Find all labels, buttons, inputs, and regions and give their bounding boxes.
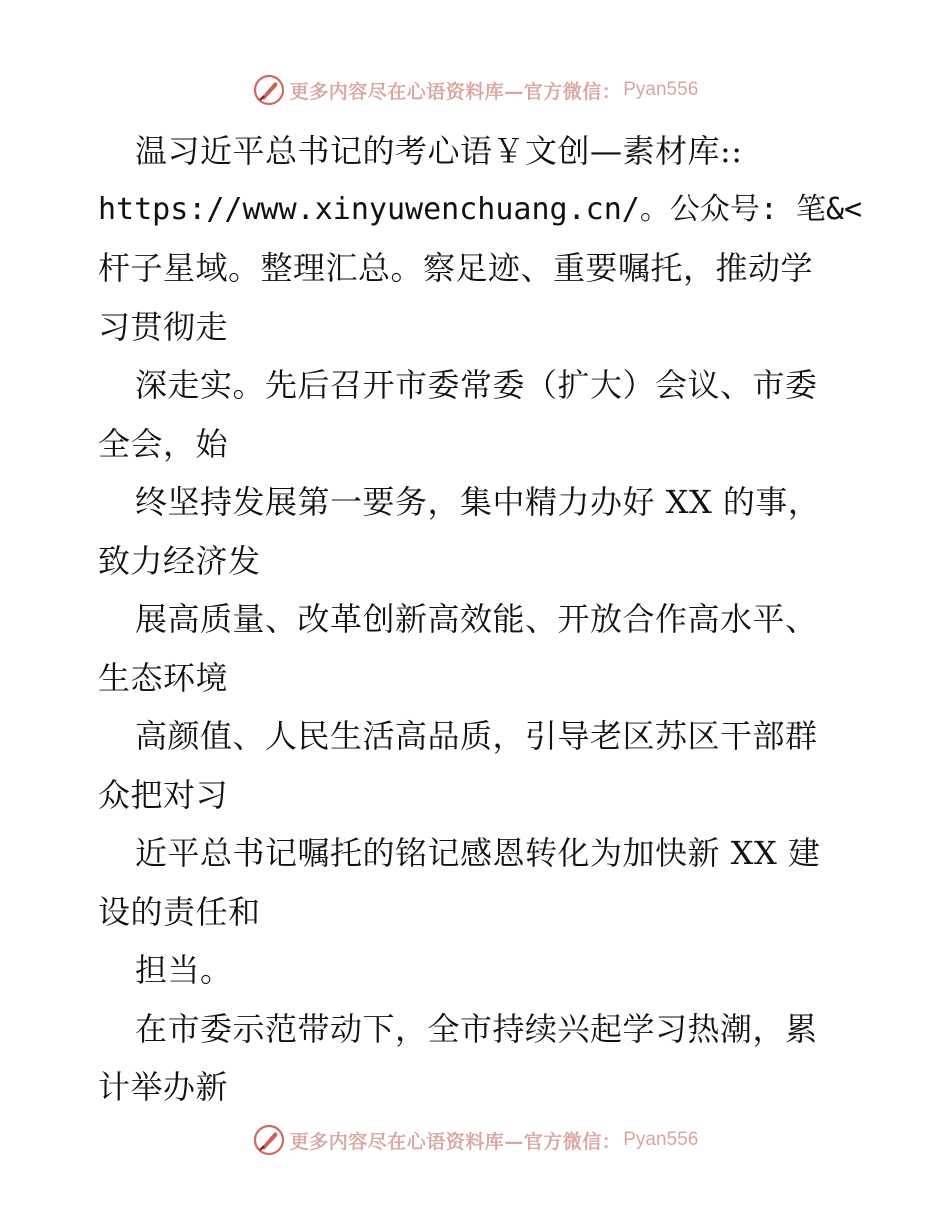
text-line: 计举办新 [98, 1068, 229, 1106]
document-body [98, 122, 863, 1117]
text-line: 生态环境 [98, 658, 229, 697]
text-line: 在市委示范带动下，全市持续兴起学习热潮，累 [135, 1009, 818, 1048]
text-line: 温习近平总书记的考心语￥文创—素材库:: [135, 132, 743, 170]
header-banner [0, 70, 950, 110]
text-line: 习贯彻走 [98, 307, 229, 346]
text-line: 设的责任和 [98, 892, 261, 931]
text-line: 深走实。先后召开市委常委（扩大）会议、市委 [135, 366, 818, 404]
text-line: 展高质量、改革创新高效能、开放合作高水平、 [135, 600, 818, 638]
text-line: 全会，始 [98, 424, 229, 463]
footer-wechat-id: Pyan556 [623, 1129, 699, 1150]
footer-banner-text: 更多内容尽在心语资料库—官方微信： [289, 1130, 622, 1153]
text-line: 担当。 [135, 951, 233, 989]
feather-pen-logo-icon [252, 1123, 286, 1157]
text-line: 杆子星域。整理汇总。察足迹、重要嘱托，推动学 [98, 249, 814, 287]
text-line: 众把对习 [98, 775, 229, 814]
footer-banner [0, 1120, 950, 1160]
text-line: 近平总书记嘱托的铭记感恩转化为加快新 XX 建 [135, 834, 821, 872]
header-banner-text: 更多内容尽在心语资料库—官方微信： [289, 80, 622, 103]
text-line: 高颜值、人民生活高品质，引导老区苏区干部群 [135, 717, 818, 755]
feather-pen-logo-icon [252, 73, 286, 107]
text-line: https://www.xinyuwenchuang.cn/。公众号: 笔&< [98, 191, 863, 227]
text-line: 致力经济发 [98, 541, 261, 580]
text-line: 终坚持发展第一要务，集中精力办好 XX 的事， [135, 483, 821, 521]
header-wechat-id: Pyan556 [623, 79, 699, 100]
